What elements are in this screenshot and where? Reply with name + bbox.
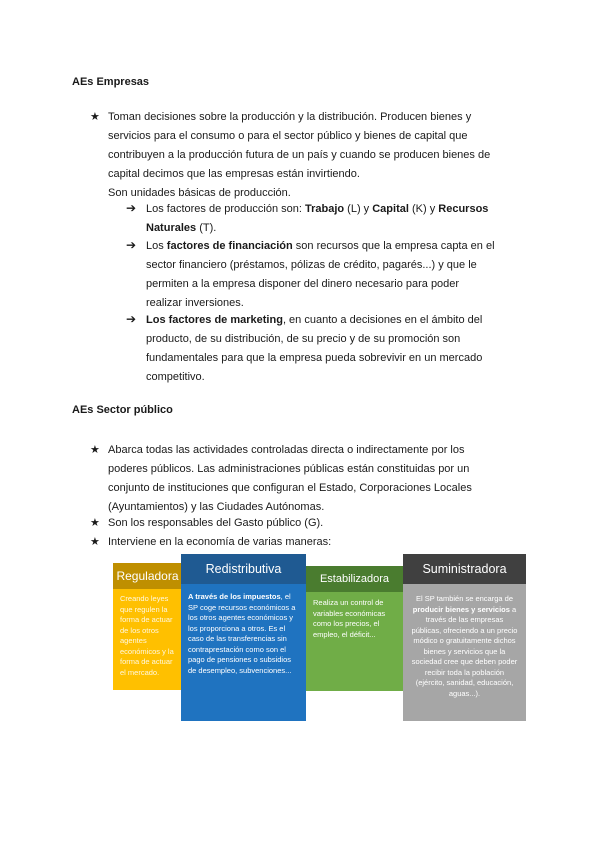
arrow-icon: ➔ <box>126 312 137 326</box>
bullet-gasto-publico: Son los responsables del Gasto público (G). <box>108 517 324 529</box>
text-line: capital decimos que las empresas están invirtiendo. <box>108 168 360 180</box>
card-suministradora-body: El SP también se encarga de producir bienes y servicios a través de las empresas públicas, ofreciendo a un precio módico o gratuitamente dichos bienes y servicios que la sociedad cree que deben poder recibir toda la población (ejército, sanidad, educación, aguas...). <box>403 584 526 721</box>
bullet-interviene: Interviene en la economía de varias maneras: <box>108 536 332 548</box>
factor-financiacion: Los factores de financiación son recursos que la empresa capta en el sector financiero (préstamos, pólizas de crédito, pagarés...) y que le permiten a la empresa disponer del dinero necesario para poder realizar inversiones. <box>146 240 495 309</box>
card-redistributiva-title: Redistributiva <box>181 554 306 584</box>
card-reguladora-body: Creando leyes que regulen la forma de actuar de los otros agentes económicos y la forma de actuar el mercado. <box>113 589 182 690</box>
section-title-empresas: AEs Empresas <box>72 76 150 88</box>
bullet-star-icon: ★ <box>90 536 100 548</box>
card-estabilizadora <box>306 566 403 691</box>
text-line: Son unidades básicas de producción. <box>108 187 291 199</box>
card-suministradora <box>403 554 526 721</box>
arrow-icon: ➔ <box>126 238 137 252</box>
factor-produccion: Los factores de producción son: Trabajo (L) y Capital (K) y Recursos Naturales (T). <box>146 203 489 234</box>
factor-marketing: Los factores de marketing, en cuanto a decisiones en el ámbito del producto, de su distribución, de su precio y de su promoción son fundamentales para que la empresa pueda sobrevivir en un mercado competitivo. <box>146 314 483 383</box>
bullet-star-icon: ★ <box>90 111 100 123</box>
card-suministradora-title: Suministradora <box>403 554 526 584</box>
card-redistributiva <box>181 554 306 721</box>
text-line: Toman decisiones sobre la producción y la distribución. Producen bienes y <box>108 111 472 123</box>
paragraph-empresas <box>108 108 490 203</box>
card-estabilizadora-title: Estabilizadora <box>306 566 403 592</box>
bullet-star-icon: ★ <box>90 517 100 529</box>
section-title-sector-publico: AEs Sector público <box>72 404 173 416</box>
card-redistributiva-body: A través de los impuestos, el SP coge recursos económicos a los otros agentes económicos y los proporciona a otros. Es el caso de las transferencias sin contraprestación como son el pago de pensiones o subsidios de desempleo, subvenciones... <box>181 584 306 721</box>
bullet-star-icon: ★ <box>90 444 100 456</box>
card-reguladora-title: Reguladora <box>113 563 182 589</box>
card-estabilizadora-body: Realiza un control de variables económicas como los precios, el empleo, el déficit... <box>306 592 403 691</box>
text-line: contribuyen a la producción futura de un país y cuando se producen bienes de <box>108 149 491 161</box>
card-reguladora <box>113 563 182 690</box>
paragraph-sector-publico: Abarca todas las actividades controladas directa o indirectamente por los poderes públicos. Las administraciones públicas están constituidas por un conjunto de instituciones que configuran el Estado, Corporaciones Locales (Ayuntamientos) y las Ciudades Autónomas. <box>108 444 472 513</box>
arrow-icon: ➔ <box>126 201 137 215</box>
text-line: servicios para el consumo o para el sector público y bienes de capital que <box>108 130 468 142</box>
